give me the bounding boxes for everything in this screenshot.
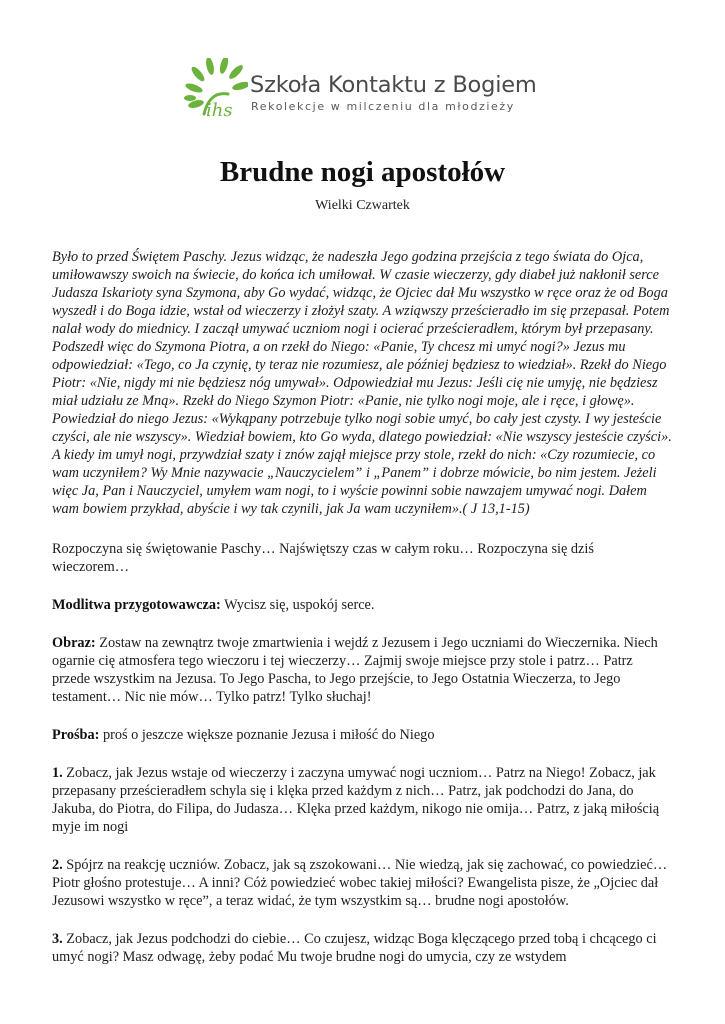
- request-paragraph: [52, 726, 673, 744]
- point-paragraph-2: [52, 856, 673, 910]
- point-paragraph-1: [52, 764, 673, 836]
- image-paragraph: [52, 634, 673, 706]
- gospel-passage: Było to przed Świętem Paschy. Jezus widząc, że nadeszła Jego godzina przejścia z tego świata do Ojca, umiłowawszy swoich na świecie, do końca ich umiłował. W czasie wieczerzy, gdy diabeł już nakłonił serce Judasza Iskarioty syna Szymona, aby Go wydać, widząc, że Ojciec dał Mu wszystko w ręce oraz że od Boga wyszedł i do Boga idzie, wstał od wieczerzy i złożył szaty. A wziąwszy prześcieradło im się przepasał. Potem nalał wody do miednicy. I zaczął umywać uczniom nogi i ocierać prześcieradłem, którym był przepasany. Podszedł więc do Szymona Piotra, a on rzekł do Niego: «Panie, Ty chcesz mi umyć nogi?» Jezus mu odpowiedział: «Tego, co Ja czynię, ty teraz nie rozumiesz, ale później będziesz to wiedział». Rzekł do Niego Piotr: «Nie, nigdy mi nie będziesz nóg umywał». Odpowiedział mu Jezus: Jeśli cię nie umyję, nie będziesz miał udziału ze Mną». Rzekł do Niego Szymon Piotr: «Panie, nie tylko nogi moje, ale i ręce, i głowę». Powiedział do niego Jezus: «Wykąpany potrzebuje tylko nogi sobie umyć, bo cały jest czysty. I wy jesteście czyści, ale nie wszyscy». Wiedział bowiem, kto Go wyda, dlatego powiedział: «Nie wszyscy jesteście czyści». A kiedy im umył nogi, przywdział szaty i znów zajął miejsce przy stole, rzekł do nich: «Czy rozumiecie, co wam uczyniłem? Wy Mnie nazywacie „Nauczycielem” i „Panem” i dobrze mówicie, bo nim jestem. Jeżeli więc Ja, Pan i Nauczyciel, umyłem wam nogi, to i wyście powinni sobie nawzajem umywać nogi. Dałem wam bowiem przykład, abyście i wy tak czynili, jak Ja wam uczyniłem».( J 13,1-15): [52, 249, 672, 517]
- prayer-label: Modlitwa przygotowawcza:: [52, 597, 221, 613]
- sun-logo-icon: [184, 58, 248, 128]
- point-number: 2.: [52, 857, 63, 873]
- logo: [184, 58, 544, 128]
- point-number: 1.: [52, 765, 63, 781]
- intro-paragraph: Rozpoczyna się świętowanie Paschy… Najświętszy czas w całym roku… Rozpoczyna się dziś wieczorem…: [52, 541, 594, 575]
- prayer-text: Wycisz się, uspokój serce.: [220, 597, 375, 613]
- page-subtitle: Wielki Czwartek: [315, 198, 410, 213]
- image-text: Zostaw na zewnątrz twoje zmartwienia i wejdź z Jezusem i Jego uczniami do Wieczernika. Niech ogarnie cię atmosfera tego wieczoru i tej wieczerzy… Zajmij swoje miejsce przy stole i patrz… Patrz przede wszystkim na Jezusa. To Jego Pascha, to Jego przejście, to Jego Ostatnia Wieczerza, to Jego testament… Nic nie mów… Tylko patrz! Tylko słuchaj!: [52, 635, 658, 705]
- point-text: Zobacz, jak Jezus podchodzi do ciebie… Co czujesz, widząc Boga klęczącego przed tobą i chcącego ci umyć nogi? Masz odwagę, żeby podać Mu twoje brudne nogi do umycia, czy ze wstydem: [52, 931, 657, 965]
- point-text: Spójrz na reakcję uczniów. Zobacz, jak są zszokowani… Nie wiedzą, jak się zachować, co powiedzieć… Piotr głośno protestuje… A inni? Cóż powiedzieć wobec takiej miłości? Ewangelista pisze, że „Ojciec dał Jezusowi wszystko w ręce”, a teraz widać, że tym wszystkim są… brudne nogi apostołów.: [52, 857, 668, 909]
- request-label: Prośba:: [52, 727, 100, 743]
- point-paragraph-3: [52, 930, 673, 966]
- svg-text:ihs: ihs: [206, 100, 233, 121]
- point-text: Zobacz, jak Jezus wstaje od wieczerzy i zaczyna umywać nogi uczniom… Patrz na Niego! Zobacz, jak przepasany prześcieradłem schyla się i klęka przed każdym z nich… Patrz, jak podchodzi do Jana, do Jakuba, do Piotra, do Filipa, do Judasza… Klęka przed każdym, nikogo nie omija… Patrz, z jaką miłością myje im nogi: [52, 765, 660, 835]
- point-number: 3.: [52, 931, 63, 947]
- page-title: Brudne nogi apostołów: [219, 156, 506, 188]
- article-body: [52, 248, 673, 986]
- logo-title: Szkoła Kontaktu z Bogiem: [250, 72, 537, 98]
- logo-subtitle: Rekolekcje w milczeniu dla młodzieży: [251, 100, 515, 113]
- prayer-paragraph: [52, 596, 673, 614]
- image-label: Obraz:: [52, 635, 96, 651]
- request-text: proś o jeszcze większe poznanie Jezusa i miłość do Niego: [99, 727, 435, 743]
